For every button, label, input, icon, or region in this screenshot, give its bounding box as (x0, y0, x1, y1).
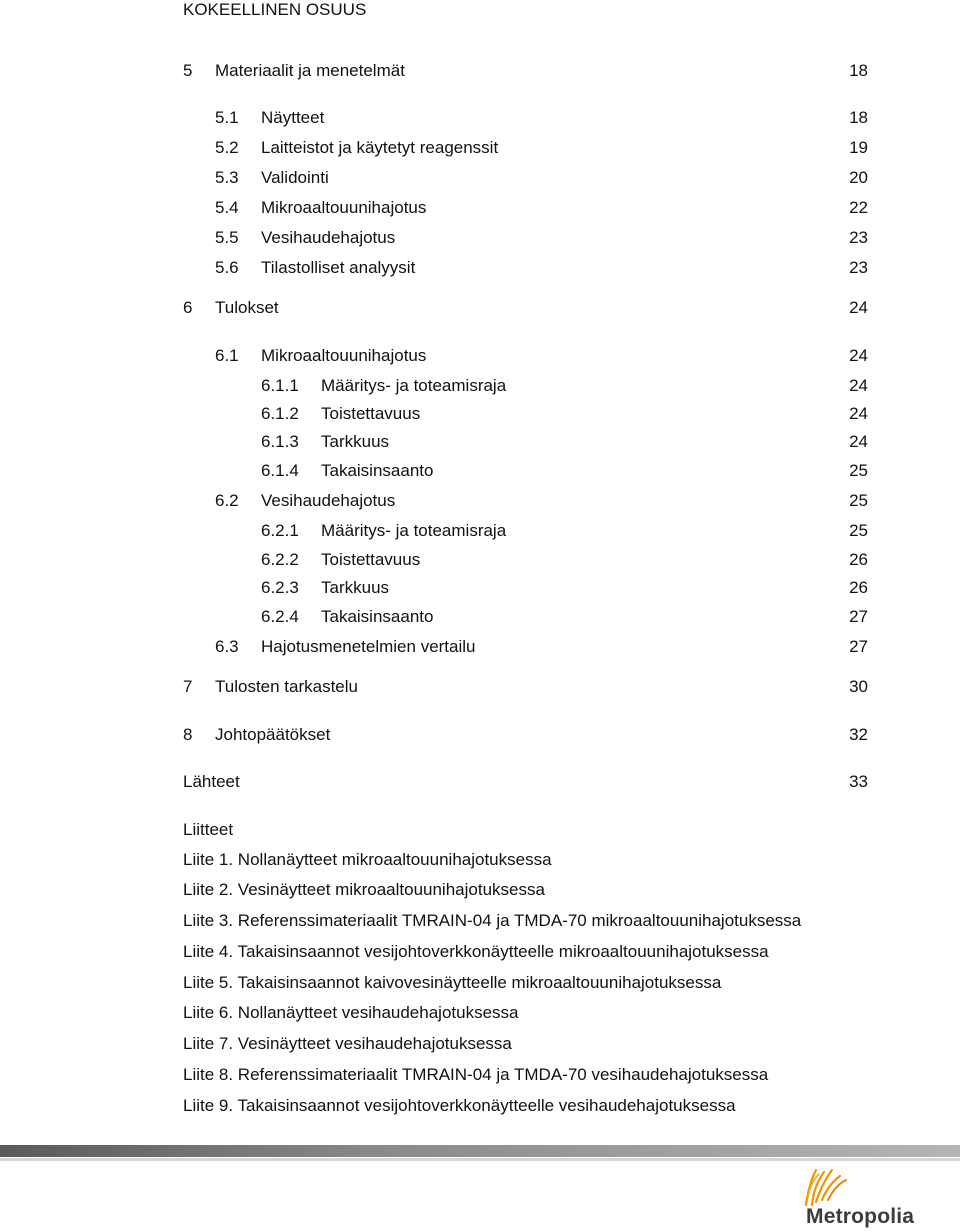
toc-number-6-1-1: 6.1.1 (261, 376, 299, 395)
toc-page-5: 18 (849, 61, 868, 80)
toc-number-6-2-1: 6.2.1 (261, 521, 299, 540)
toc-page-5-3: 20 (849, 168, 868, 187)
appendix-item-5[interactable]: Liite 5. Takaisinsaannot kaivovesinäytteelle mikroaaltouunihajotuksessa (183, 973, 722, 992)
toc-page-6-1-4: 25 (849, 461, 868, 480)
section-heading: KOKEELLINEN OSUUS (183, 0, 367, 19)
toc-title-5-5[interactable]: Vesihaudehajotus (261, 228, 396, 247)
toc-page-8: 32 (849, 725, 868, 744)
toc-title-5-4[interactable]: Mikroaaltouunihajotus (261, 198, 427, 217)
toc-title-lahteet[interactable]: Lähteet (183, 772, 240, 791)
toc-title-6-1-4[interactable]: Takaisinsaanto (321, 461, 434, 480)
appendix-item-7[interactable]: Liite 7. Vesinäytteet vesihaudehajotuksessa (183, 1034, 512, 1053)
toc-page-5-2: 19 (849, 138, 868, 157)
toc-number-5-4: 5.4 (215, 198, 239, 217)
toc-title-6-1-1[interactable]: Määritys- ja toteamisraja (321, 376, 507, 395)
appendix-item-3[interactable]: Liite 3. Referenssimateriaalit TMRAIN-04 ja TMDA-70 mikroaaltouunihajotuksessa (183, 911, 802, 930)
toc-number-5: 5 (183, 61, 193, 80)
toc-number-6-1-2: 6.1.2 (261, 404, 299, 423)
toc-page-6-2-4: 27 (849, 607, 868, 626)
appendix-item-6[interactable]: Liite 6. Nollanäytteet vesihaudehajotuksessa (183, 1003, 519, 1022)
toc-page-6: 24 (849, 298, 868, 317)
toc-page-6-1-3: 24 (849, 432, 868, 451)
toc-page-6-1-2: 24 (849, 404, 868, 423)
toc-page-7: 30 (849, 677, 868, 696)
toc-title-6-1-3[interactable]: Tarkkuus (321, 432, 390, 451)
toc-page-6-1-1: 24 (849, 376, 868, 395)
appendix-item-4[interactable]: Liite 4. Takaisinsaannot vesijohtoverkkonäytteelle mikroaaltouunihajotuksessa (183, 942, 769, 961)
toc-page-lahteet: 33 (849, 772, 868, 791)
toc-number-7: 7 (183, 677, 193, 696)
metropolia-logo-text: Metropolia (806, 1205, 915, 1228)
toc-number-6-1-4: 6.1.4 (261, 461, 299, 480)
toc-title-6-2-2[interactable]: Toistettavuus (321, 550, 421, 569)
toc-number-6-2-2: 6.2.2 (261, 550, 299, 569)
toc-number-5-1: 5.1 (215, 108, 239, 127)
toc-page-5-6: 23 (849, 258, 868, 277)
toc-title-6-1[interactable]: Mikroaaltouunihajotus (261, 346, 427, 365)
toc-page-6-2-2: 26 (849, 550, 868, 569)
toc-page-5-5: 23 (849, 228, 868, 247)
toc-number-6: 6 (183, 298, 193, 317)
toc-number-5-3: 5.3 (215, 168, 239, 187)
toc-page-6-2-3: 26 (849, 578, 868, 597)
toc-number-8: 8 (183, 725, 193, 744)
toc-title-6-2-1[interactable]: Määritys- ja toteamisraja (321, 521, 507, 540)
toc-number-6-2-4: 6.2.4 (261, 607, 299, 626)
toc-title-5-3[interactable]: Validointi (261, 168, 329, 187)
toc-page-6-3: 27 (849, 637, 868, 656)
toc-title-6-2-4[interactable]: Takaisinsaanto (321, 607, 434, 626)
toc-title-6-1-2[interactable]: Toistettavuus (321, 404, 421, 423)
toc-title-5-2[interactable]: Laitteistot ja käytetyt reagenssit (261, 138, 499, 157)
toc-number-5-5: 5.5 (215, 228, 239, 247)
toc-title-5-1[interactable]: Näytteet (261, 108, 325, 127)
toc-title-6-2[interactable]: Vesihaudehajotus (261, 491, 396, 510)
toc-title-8[interactable]: Johtopäätökset (215, 725, 331, 744)
toc-number-5-2: 5.2 (215, 138, 239, 157)
toc-title-6[interactable]: Tulokset (215, 298, 279, 317)
appendix-item-9[interactable]: Liite 9. Takaisinsaannot vesijohtoverkkonäytteelle vesihaudehajotuksessa (183, 1096, 736, 1115)
toc-number-5-6: 5.6 (215, 258, 239, 277)
toc-title-5[interactable]: Materiaalit ja menetelmät (215, 61, 405, 80)
toc-title-7[interactable]: Tulosten tarkastelu (215, 677, 358, 696)
appendix-item-8[interactable]: Liite 8. Referenssimateriaalit TMRAIN-04 ja TMDA-70 vesihaudehajotuksessa (183, 1065, 769, 1084)
toc-number-6-3: 6.3 (215, 637, 239, 656)
toc-page-6-2-1: 25 (849, 521, 868, 540)
toc-title-6-3[interactable]: Hajotusmenetelmien vertailu (261, 637, 476, 656)
footer-bar (0, 1145, 960, 1157)
toc-page-6-1: 24 (849, 346, 868, 365)
toc-title-5-6[interactable]: Tilastolliset analyysit (261, 258, 416, 277)
appendix-item-2[interactable]: Liite 2. Vesinäytteet mikroaaltouunihajotuksessa (183, 880, 545, 899)
toc-number-6-1: 6.1 (215, 346, 239, 365)
toc-page-5-4: 22 (849, 198, 868, 217)
appendices-heading: Liitteet (183, 820, 234, 839)
toc-title-6-2-3[interactable]: Tarkkuus (321, 578, 390, 597)
toc-number-6-1-3: 6.1.3 (261, 432, 299, 451)
toc-number-6-2: 6.2 (215, 491, 239, 510)
appendix-item-1[interactable]: Liite 1. Nollanäytteet mikroaaltouunihajotuksessa (183, 850, 552, 869)
toc-page-5-1: 18 (849, 108, 868, 127)
toc-number-6-2-3: 6.2.3 (261, 578, 299, 597)
toc-page-6-2: 25 (849, 491, 868, 510)
